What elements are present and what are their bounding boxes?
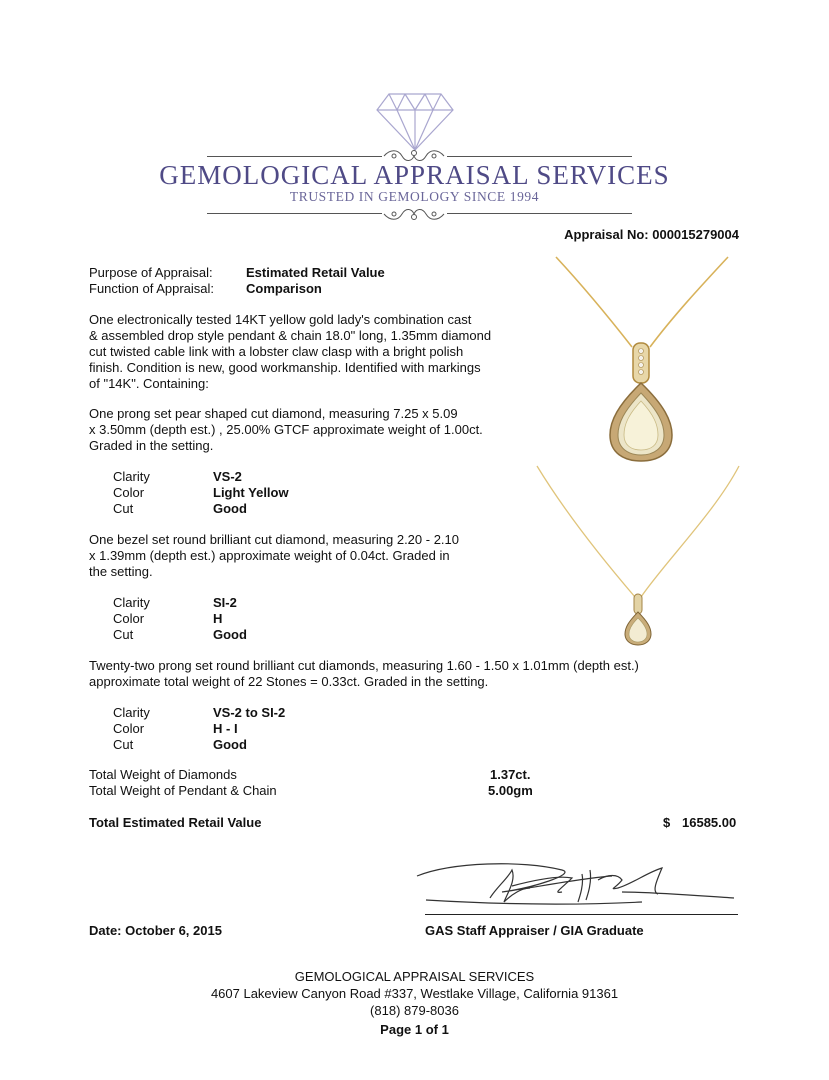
grade-label: Clarity [113, 705, 150, 720]
function-label: Function of Appraisal: [89, 281, 215, 296]
grade-label: Color [113, 721, 145, 736]
total-pendant-weight-label: Total Weight of Pendant & Chain [89, 783, 277, 798]
page-number: Page 1 of 1 [380, 1022, 449, 1037]
appraisal-date: Date: October 6, 2015 [89, 923, 222, 938]
retail-value-label: Total Estimated Retail Value [89, 815, 262, 830]
stone-description [89, 532, 459, 580]
grade-value: SI-2 [213, 595, 237, 610]
retail-currency: $ [663, 815, 671, 830]
grade-label: Clarity [113, 595, 150, 610]
company-tagline: TRUSTED IN GEMOLOGY SINCE 1994 [289, 189, 540, 204]
purpose-label: Purpose of Appraisal: [89, 265, 213, 280]
flourish-ornament-icon [382, 205, 447, 223]
grade-label: Clarity [113, 469, 150, 484]
header-top-rule [447, 156, 632, 157]
grade-value: VS-2 [213, 469, 242, 484]
stone-desc-line: One prong set pear shaped cut diamond, measuring 7.25 x 5.09 [89, 406, 458, 421]
grade-label: Cut [113, 737, 134, 752]
grade-value: H [213, 611, 223, 626]
stone-description [89, 658, 639, 690]
description-line: of "14K". Containing: [89, 376, 209, 391]
appraiser-title: GAS Staff Appraiser / GIA Graduate [425, 923, 644, 938]
total-diamond-weight-label: Total Weight of Diamonds [89, 767, 237, 782]
item-description [89, 312, 491, 392]
grade-label: Cut [113, 501, 134, 516]
company-name: GEMOLOGICAL APPRAISAL SERVICES [159, 160, 670, 190]
pendant-closeup-photo [552, 255, 732, 465]
grade-value: Good [213, 627, 247, 642]
grade-label: Cut [113, 627, 134, 642]
description-line: cut twisted cable link with a lobster claw clasp with a bright polish [89, 344, 464, 359]
appraiser-signature [412, 858, 742, 918]
stone-desc-line: One bezel set round brilliant cut diamond, measuring 2.20 - 2.10 [89, 532, 459, 547]
footer-company: GEMOLOGICAL APPRAISAL SERVICES [294, 969, 535, 984]
header-bottom-rule [207, 213, 382, 214]
grade-value: Light Yellow [213, 485, 289, 500]
stone-desc-line: Graded in the setting. [89, 438, 214, 453]
appraisal-number: Appraisal No: 000015279004 [564, 227, 739, 242]
total-diamond-weight-value: 1.37ct. [490, 767, 531, 782]
description-line: finish. Condition is new, good workmanship. Identified with markings [89, 360, 481, 375]
total-pendant-weight-value: 5.00gm [488, 783, 533, 798]
signature-line [425, 914, 738, 915]
grade-value: Good [213, 737, 247, 752]
stone-desc-line: x 3.50mm (depth est.) , 25.00% GTCF approximate weight of 1.00ct. [89, 422, 483, 437]
stone-description [89, 406, 483, 454]
footer-phone: (818) 879-8036 [370, 1003, 459, 1018]
grade-value: VS-2 to SI-2 [213, 705, 286, 720]
description-line: & assembled drop style pendant & chain 18.0" long, 1.35mm diamond [89, 328, 492, 343]
stone-desc-line: the setting. [89, 564, 153, 579]
diamond-logo-icon [375, 92, 455, 152]
stone-desc-line: Twenty-two prong set round brilliant cut diamonds, measuring 1.60 - 1.50 x 1.01mm (depth est.) [89, 658, 639, 673]
necklace-full-photo [535, 462, 745, 647]
stone-desc-line: approximate total weight of 22 Stones = 0.33ct. Graded in the setting. [89, 674, 489, 689]
header-top-rule [207, 156, 382, 157]
stone-desc-line: x 1.39mm (depth est.) approximate weight of 0.04ct. Graded in [89, 548, 450, 563]
grade-label: Color [113, 485, 145, 500]
footer-address: 4607 Lakeview Canyon Road #337, Westlake Village, California 91361 [210, 986, 619, 1001]
function-value: Comparison [246, 281, 322, 296]
description-line: One electronically tested 14KT yellow gold lady's combination cast [89, 312, 472, 327]
retail-value: 16585.00 [682, 815, 737, 830]
purpose-value: Estimated Retail Value [246, 265, 385, 280]
grade-value: Good [213, 501, 247, 516]
grade-label: Color [113, 611, 145, 626]
grade-value: H - I [213, 721, 238, 736]
header-bottom-rule [447, 213, 632, 214]
